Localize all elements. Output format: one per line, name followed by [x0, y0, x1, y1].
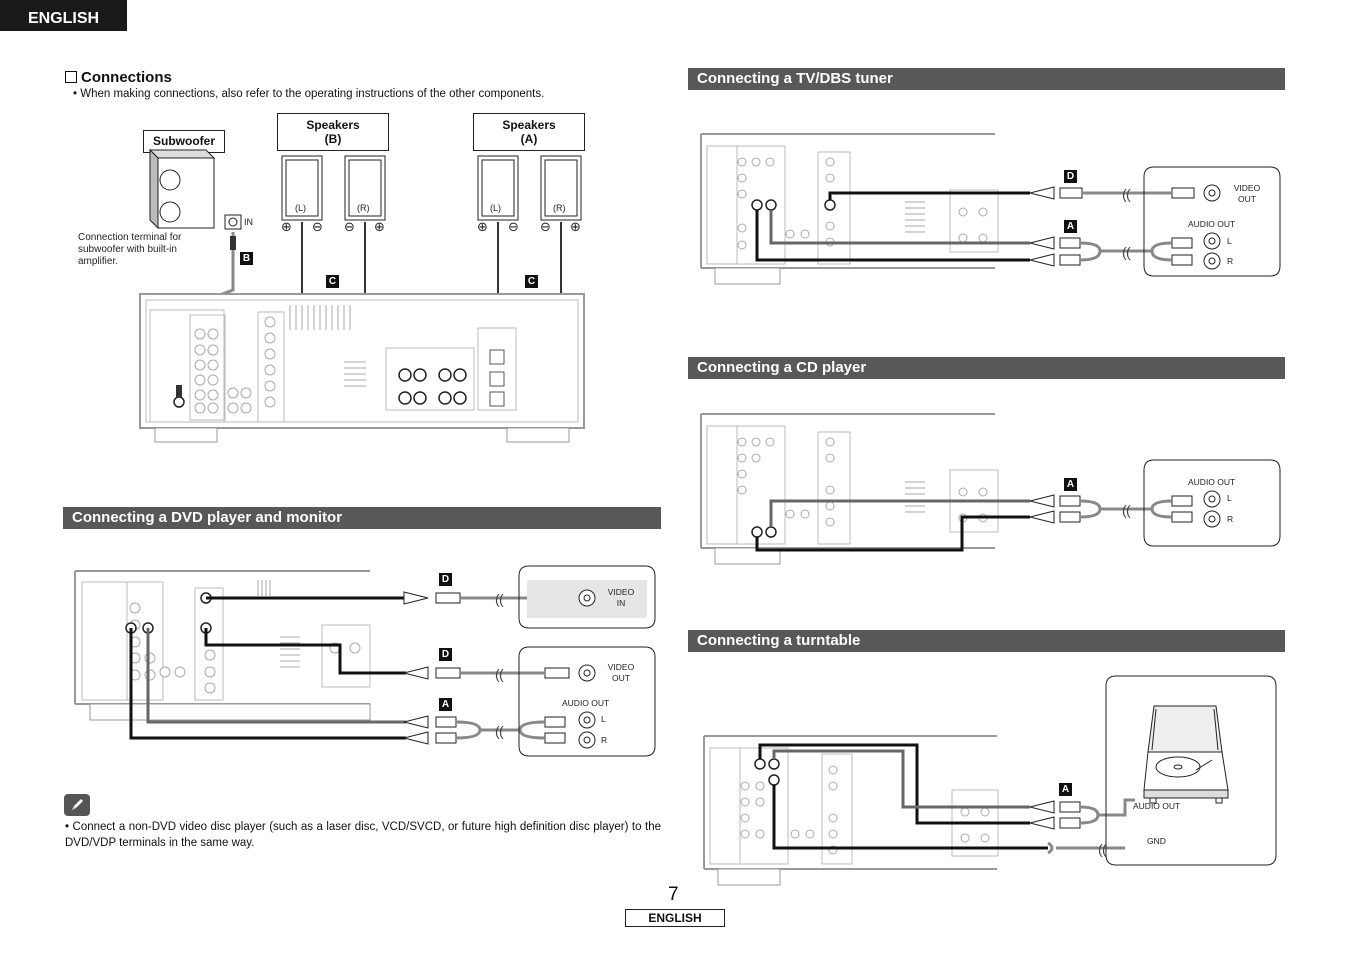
- dvd-note-text: • Connect a non-DVD video disc player (such as a laser disc, VCD/SVCD, or future high definition disc player) to the DVD/VDP terminals in the same way.: [65, 821, 661, 849]
- letter-a-tag: A: [1064, 220, 1077, 233]
- footer-language-tab: ENGLISH: [625, 909, 725, 927]
- svg-text:⊕: ⊕: [281, 220, 292, 235]
- cd-section-title: Connecting a CD player: [688, 357, 1285, 379]
- video-in-line2: IN: [616, 598, 626, 608]
- svg-text:(: (: [499, 666, 504, 682]
- svg-text:(: (: [499, 591, 504, 607]
- cd-l-label: L: [1227, 493, 1232, 503]
- dvd-r-label: R: [601, 735, 608, 745]
- turntable-gnd-label: GND: [1147, 836, 1166, 846]
- connections-note: • When making connections, also refer to the operating instructions of the other components.: [73, 88, 545, 100]
- dvd-l-label: L: [601, 714, 606, 724]
- svg-text:⊖: ⊖: [344, 220, 355, 235]
- svg-text:(: (: [499, 723, 504, 739]
- subwoofer-terminal-note: Connection terminal for subwoofer with built-in amplifier.: [78, 232, 182, 267]
- cd-audio-out-label: AUDIO OUT: [1188, 477, 1236, 487]
- speakers-a-line1: Speakers: [502, 118, 556, 132]
- svg-text:(: (: [1102, 841, 1107, 857]
- subwoofer-in-label: IN: [244, 217, 253, 227]
- dvd-audio-out-label: AUDIO OUT: [562, 698, 610, 708]
- turntable-audio-out-label: AUDIO OUT: [1133, 801, 1181, 811]
- svg-text:⊖: ⊖: [540, 220, 551, 235]
- video-out-line2: OUT: [1238, 194, 1256, 204]
- speaker-a-left-label: (L): [490, 203, 501, 213]
- tv-audio-out-label: AUDIO OUT: [1188, 219, 1236, 229]
- subwoofer-label: Subwoofer: [143, 130, 225, 153]
- svg-text:⊖: ⊖: [508, 220, 519, 235]
- svg-text:(: (: [1126, 244, 1131, 260]
- letter-c-tag: C: [525, 275, 538, 288]
- letter-d-tag: D: [439, 573, 452, 586]
- speaker-a-right-label: (R): [553, 203, 566, 213]
- video-out-line2: OUT: [612, 673, 630, 683]
- svg-text:(: (: [495, 723, 500, 739]
- cd-r-label: R: [1227, 514, 1234, 524]
- turntable-section-title: Connecting a turntable: [688, 630, 1285, 652]
- turntable-icon: [1144, 706, 1228, 803]
- tv-l-label: L: [1227, 236, 1232, 246]
- video-out-line1: VIDEO: [1233, 183, 1261, 193]
- speaker-b-right-label: (R): [357, 203, 370, 213]
- letter-a-tag: A: [439, 698, 452, 711]
- letter-a-tag: A: [1064, 478, 1077, 491]
- svg-text:(: (: [495, 666, 500, 682]
- speaker-b-left-label: (L): [295, 203, 306, 213]
- video-out-line1: VIDEO: [607, 662, 635, 672]
- language-tab: ENGLISH: [0, 0, 127, 31]
- svg-text:⊕: ⊕: [477, 220, 488, 235]
- speakers-b-line1: Speakers: [306, 118, 360, 132]
- svg-text:(: (: [1122, 186, 1127, 202]
- tv-section-title: Connecting a TV/DBS tuner: [688, 68, 1285, 90]
- letter-c-tag: C: [326, 275, 339, 288]
- letter-b-tag: B: [240, 252, 253, 265]
- svg-text:⊕: ⊕: [570, 220, 581, 235]
- svg-text:(: (: [1126, 186, 1131, 202]
- svg-text:(: (: [1122, 244, 1127, 260]
- connections-title: Connections: [81, 69, 172, 86]
- letter-d-tag: D: [439, 648, 452, 661]
- letter-d-tag: D: [1064, 170, 1077, 183]
- tv-r-label: R: [1227, 256, 1234, 266]
- svg-text:⊖: ⊖: [312, 220, 323, 235]
- page-number: 7: [668, 884, 679, 905]
- svg-text:(: (: [1122, 502, 1127, 518]
- svg-text:⊕: ⊕: [374, 220, 385, 235]
- video-in-line1: VIDEO: [607, 587, 635, 597]
- speakers-b-line2: (B): [324, 132, 342, 146]
- svg-text:(: (: [495, 591, 500, 607]
- svg-text:(: (: [1126, 502, 1131, 518]
- speakers-a-line2: (A): [520, 132, 538, 146]
- letter-a-tag: A: [1059, 783, 1072, 796]
- dvd-section-title: Connecting a DVD player and monitor: [63, 507, 661, 529]
- svg-text:(: (: [1098, 841, 1103, 857]
